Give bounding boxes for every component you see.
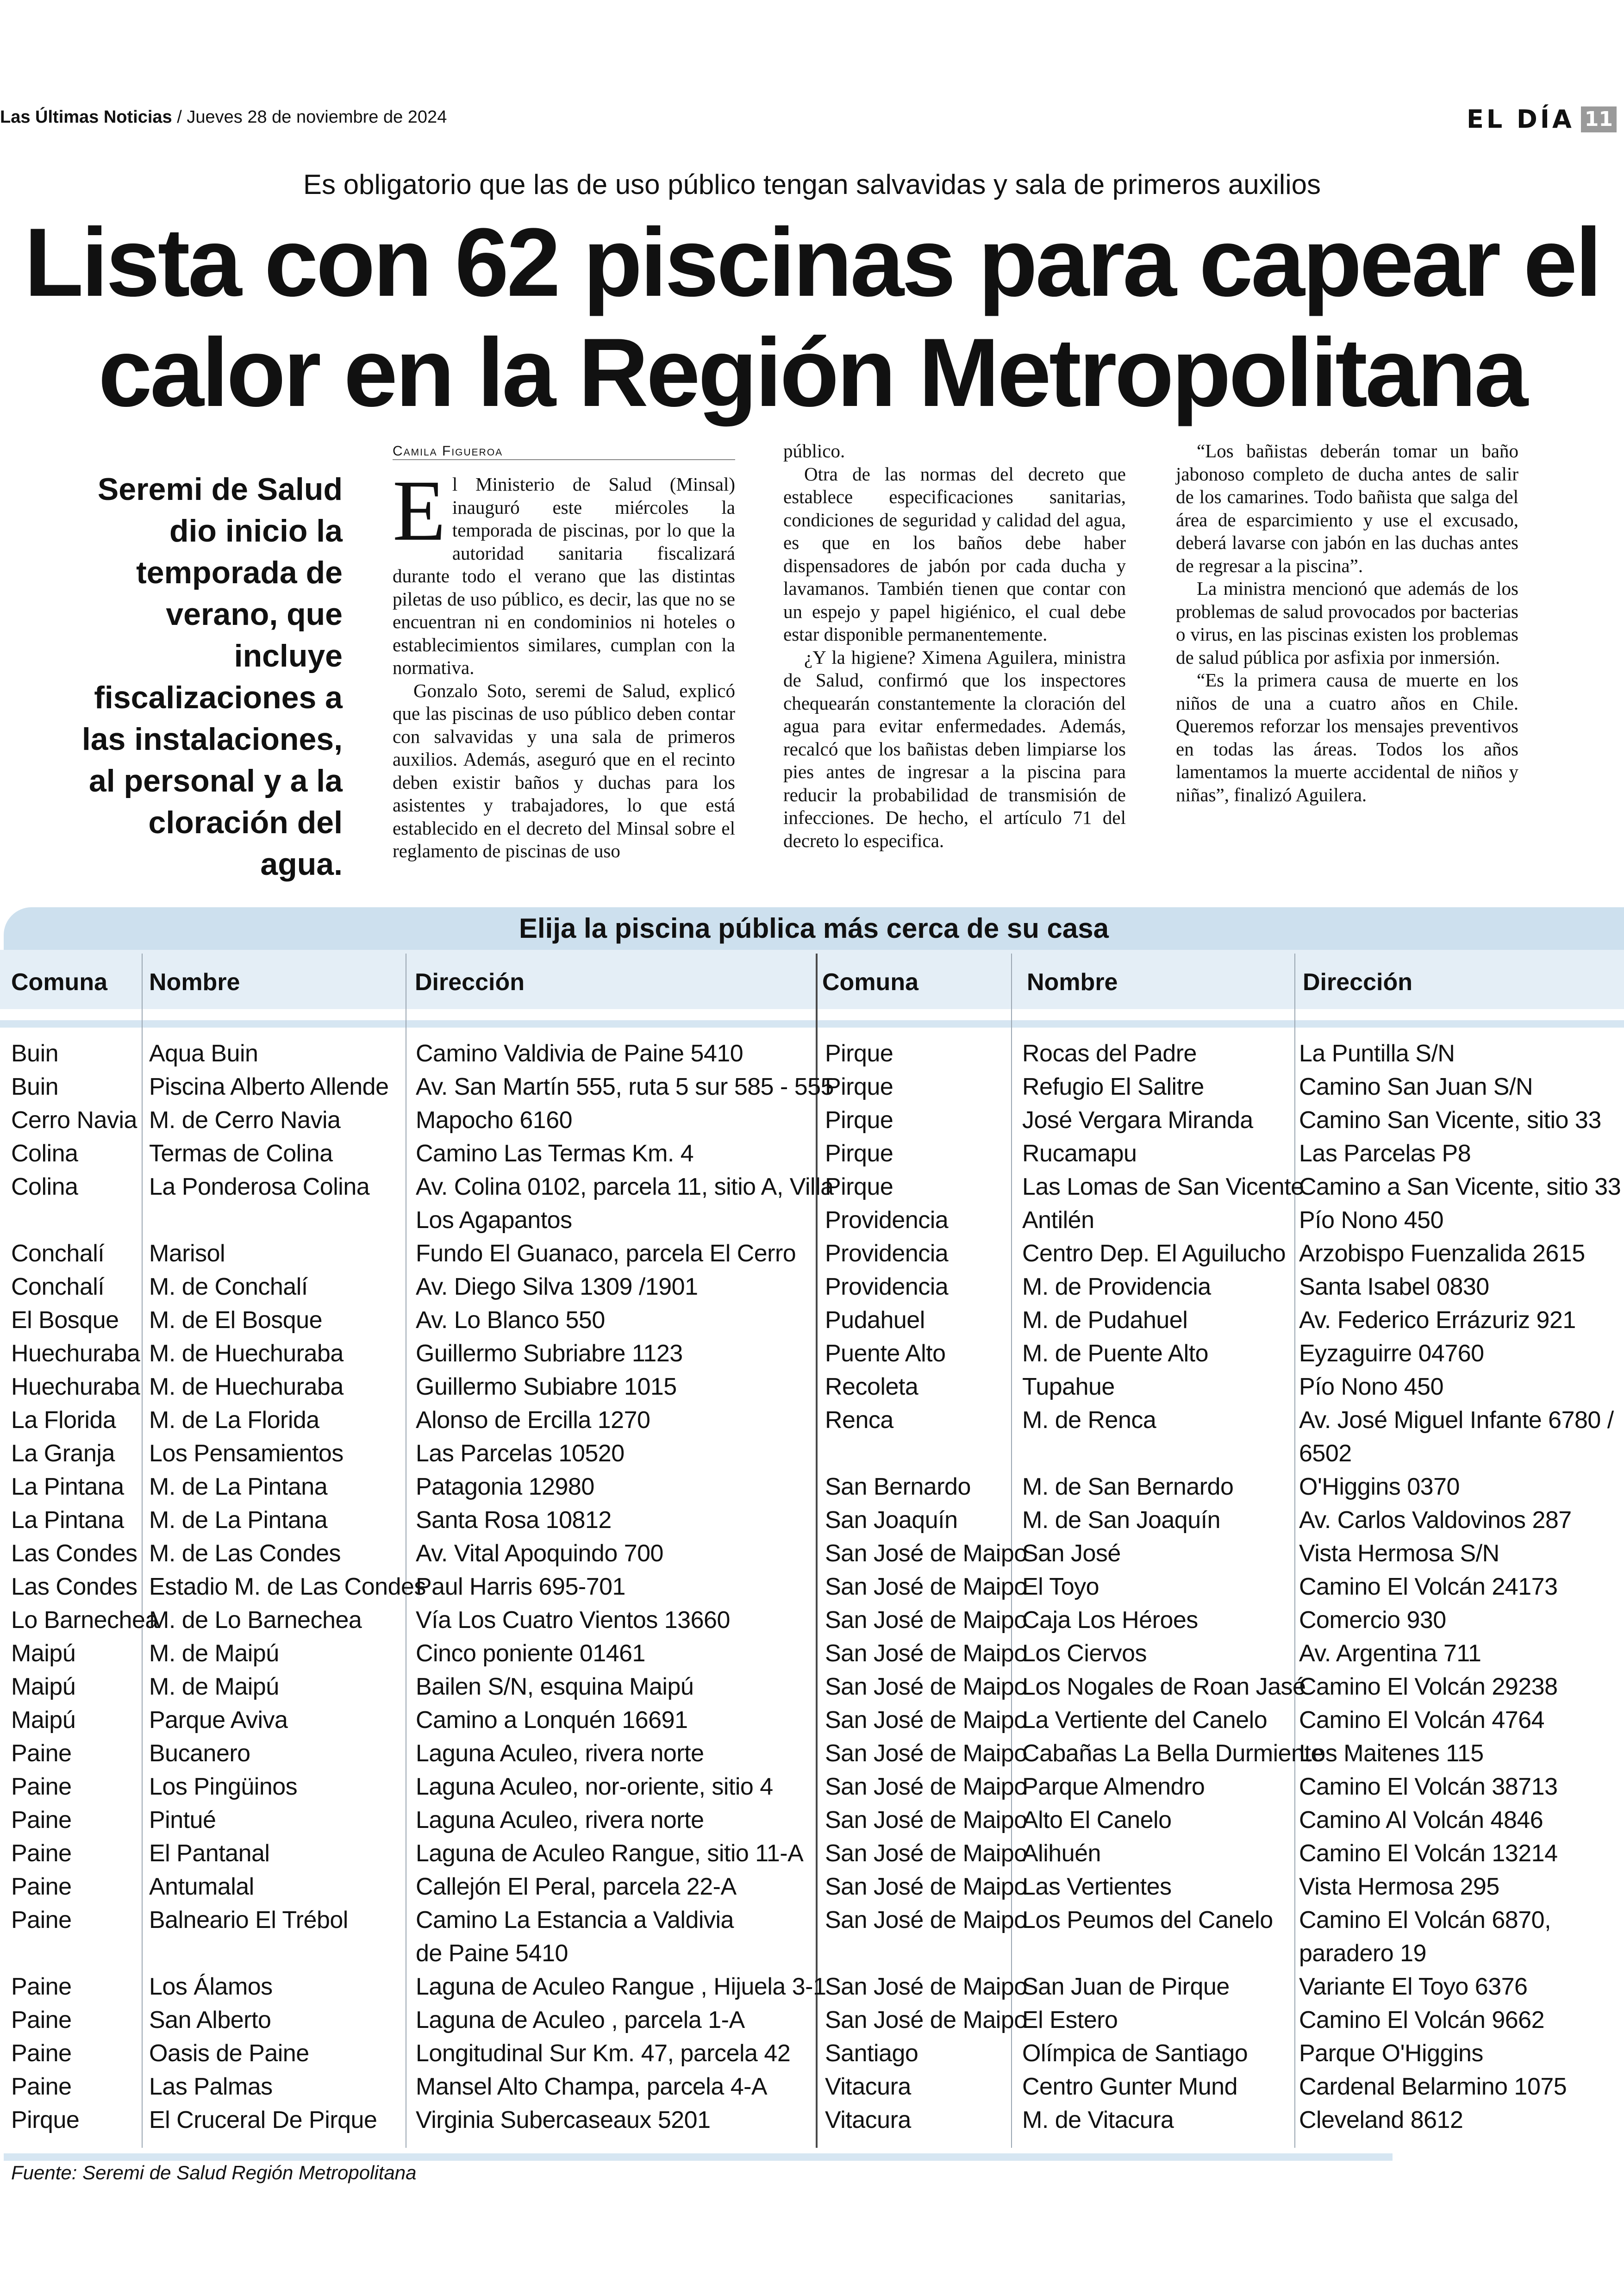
header-comuna: Comuna: [11, 969, 107, 996]
table-row: [0, 1303, 1624, 1337]
cell-direccion: Av. Argentina 711: [1299, 1640, 1481, 1667]
cell-nombre: Las Vertientes: [1022, 1873, 1172, 1900]
table-row: [0, 1470, 1624, 1503]
table-row: [0, 2003, 1624, 2037]
paragraph: “Los bañistas deberán tomar un baño jabonoso completo de ducha antes de salir de los camarines. Todo bañista que salga del área de esparcimiento y use el excusado, deberá lavarse con jabón en las duchas antes de regresar a la piscina”.: [1176, 440, 1518, 576]
cell-nombre: M. de La Florida: [149, 1407, 319, 1434]
cell-nombre: M. de San Joaquín: [1022, 1507, 1221, 1534]
table-row: [0, 1603, 1624, 1637]
cell-direccion: Camino San Juan S/N: [1299, 1073, 1533, 1100]
cell-direccion: Longitudinal Sur Km. 47, parcela 42: [416, 2040, 791, 2067]
headline-line-1: Lista con 62 piscinas para capear el: [24, 208, 1600, 317]
cell-nombre: Pintué: [149, 1807, 216, 1834]
section-name: EL DÍA: [1466, 105, 1574, 134]
cell-direccion: Av. Colina 0102, parcela 11, sitio A, Villa: [416, 1173, 834, 1200]
cell-direccion: Alonso de Ercilla 1270: [416, 1407, 650, 1434]
author-name: Camila Figueroa: [393, 443, 503, 459]
cell-direccion: Cinco poniente 01461: [416, 1640, 645, 1667]
cell-nombre: M. de Huechuraba: [149, 1340, 344, 1367]
cell-nombre: Rucamapu: [1022, 1140, 1137, 1167]
cell-nombre: M. de Maipú: [149, 1640, 279, 1667]
cell-comuna: Paine: [11, 2040, 72, 2067]
cell-nombre: M. de El Bosque: [149, 1307, 323, 1334]
cell-nombre: M. de La Pintana: [149, 1473, 328, 1500]
cell-nombre: José Vergara Miranda: [1022, 1107, 1253, 1134]
cell-nombre: M. de Las Condes: [149, 1540, 341, 1567]
cell-direccion: Camino a Lonquén 16691: [416, 1707, 688, 1734]
cell-nombre: M. de Providencia: [1022, 1273, 1211, 1300]
cell-direccion: Pío Nono 450: [1299, 1207, 1444, 1234]
cell-comuna: Vitacura: [825, 2073, 911, 2100]
article-deck: Seremi de Salud dio inicio la temporada de verano, que incluye fiscalizaciones a las instalaciones, al personal y a la cloración del agua.: [81, 472, 343, 882]
cell-comuna: Pirque: [825, 1140, 893, 1167]
cell-comuna: San José de Maipo: [825, 2007, 1027, 2033]
table-row: [0, 1403, 1624, 1437]
cell-direccion: Cardenal Belarmino 1075: [1299, 2073, 1567, 2100]
cell-comuna: Buin: [11, 1040, 59, 1067]
article-column-3: [1176, 440, 1518, 806]
cell-comuna: Buin: [11, 1073, 59, 1100]
cell-nombre: Parque Aviva: [149, 1707, 288, 1734]
cell-direccion: Av. Lo Blanco 550: [416, 1307, 605, 1334]
cell-comuna: San José de Maipo: [825, 1773, 1027, 1800]
cell-comuna: La Pintana: [11, 1473, 124, 1500]
cell-nombre: Los Ciervos: [1022, 1640, 1147, 1667]
table-row: [0, 2103, 1624, 2137]
table-row: [0, 1370, 1624, 1403]
cell-nombre: El Toyo: [1022, 1573, 1099, 1600]
header-nombre: Nombre: [149, 969, 240, 996]
header-direccion-right: Dirección: [1303, 969, 1412, 996]
cell-direccion: Camino El Volcán 38713: [1299, 1773, 1558, 1800]
cell-comuna: San José de Maipo: [825, 1607, 1027, 1634]
cell-direccion: Camino Las Termas Km. 4: [416, 1140, 694, 1167]
cell-nombre: Los Pingüinos: [149, 1773, 298, 1800]
cell-direccion: Camino San Vicente, sitio 33: [1299, 1107, 1601, 1134]
masthead-separator: /: [172, 107, 187, 127]
cell-nombre: El Pantanal: [149, 1840, 270, 1867]
cell-comuna: Pirque: [825, 1040, 893, 1067]
cell-comuna: Providencia: [825, 1240, 949, 1267]
cell-comuna: Pirque: [825, 1107, 893, 1134]
cell-comuna: Maipú: [11, 1673, 76, 1700]
cell-comuna: Conchalí: [11, 1273, 105, 1300]
cell-comuna: Renca: [825, 1407, 893, 1434]
page-number: 11: [1581, 106, 1617, 132]
table-row: [0, 1170, 1624, 1204]
cell-comuna: San José de Maipo: [825, 1673, 1027, 1700]
masthead-left: [0, 107, 447, 127]
cell-direccion: Las Parcelas P8: [1299, 1140, 1471, 1167]
table-row: [0, 1503, 1624, 1537]
cell-direccion: Laguna Aculeo, rivera norte: [416, 1807, 704, 1834]
table-row: [0, 1770, 1624, 1803]
table-row: [0, 2037, 1624, 2070]
cell-comuna: San José de Maipo: [825, 1573, 1027, 1600]
cell-direccion: Camino El Volcán 24173: [1299, 1573, 1558, 1600]
cell-comuna: Vitacura: [825, 2107, 911, 2133]
cell-nombre: Centro Dep. El Aguilucho: [1022, 1240, 1286, 1267]
cell-nombre: M. de La Pintana: [149, 1507, 328, 1534]
paragraph: [393, 462, 735, 680]
table-row: [0, 1537, 1624, 1570]
cell-nombre: Cabañas La Bella Durmiente: [1022, 1740, 1324, 1767]
cell-direccion: Los Maitenes 115: [1299, 1740, 1484, 1767]
cell-direccion: Camino La Estancia a Valdivia: [416, 1907, 734, 1933]
cell-comuna: Paine: [11, 1840, 72, 1867]
cell-direccion: Callejón El Peral, parcela 22-A: [416, 1873, 737, 1900]
table-row: [0, 1870, 1624, 1903]
cell-comuna: Pirque: [825, 1073, 893, 1100]
cell-nombre: La Vertiente del Canelo: [1022, 1707, 1268, 1734]
cell-nombre: La Ponderosa Colina: [149, 1173, 370, 1200]
cell-direccion: Camino El Volcán 9662: [1299, 2007, 1545, 2033]
cell-comuna: San José de Maipo: [825, 1907, 1027, 1933]
cell-nombre: M. de Lo Barnechea: [149, 1607, 362, 1634]
paragraph: “Es la primera causa de muerte en los niños de una a cuatro años en Chile. Queremos reforzar los mensajes preventivos en todas las áreas. Todos los años lamentamos la muerte accidental de niños y niñas”, finalizó Aguilera.: [1176, 669, 1518, 805]
table-row: [0, 1137, 1624, 1170]
cell-comuna: Pirque: [11, 2107, 80, 2133]
table-row: [0, 1104, 1624, 1137]
table-row: [0, 1437, 1624, 1470]
drop-cap: E: [393, 462, 446, 559]
header-nombre-right: Nombre: [1027, 969, 1118, 996]
table-row: [0, 1237, 1624, 1270]
cell-direccion: Camino El Volcán 4764: [1299, 1707, 1545, 1734]
cell-direccion: Camino Valdivia de Paine 5410: [416, 1040, 743, 1067]
cell-direccion: Eyzaguirre 04760: [1299, 1340, 1484, 1367]
cell-direccion: Vista Hermosa 295: [1299, 1873, 1499, 1900]
cell-direccion: Camino Al Volcán 4846: [1299, 1807, 1543, 1834]
cell-comuna: Paine: [11, 1807, 72, 1834]
cell-comuna: Colina: [11, 1173, 78, 1200]
cell-nombre: Antumalal: [149, 1873, 254, 1900]
cell-nombre: Piscina Alberto Allende: [149, 1073, 389, 1100]
cell-direccion: Vista Hermosa S/N: [1299, 1540, 1499, 1567]
table-row: [0, 1070, 1624, 1104]
article-kicker: Es obligatorio que las de uso público tengan salvavidas y sala de primeros auxilios: [303, 169, 1321, 200]
cell-direccion: Las Parcelas 10520: [416, 1440, 625, 1467]
cell-comuna: Paine: [11, 1873, 72, 1900]
cell-direccion: Camino El Volcán 13214: [1299, 1840, 1558, 1867]
cell-nombre: M. de Puente Alto: [1022, 1340, 1208, 1367]
cell-nombre: Bucanero: [149, 1740, 250, 1767]
cell-direccion: Pío Nono 450: [1299, 1373, 1444, 1400]
cell-direccion: paradero 19: [1299, 1940, 1426, 1967]
table-row: [0, 1270, 1624, 1303]
cell-direccion: O'Higgins 0370: [1299, 1473, 1460, 1500]
cell-direccion: Laguna Aculeo, rivera norte: [416, 1740, 704, 1767]
header-direccion: Dirección: [415, 969, 525, 996]
cell-direccion: Santa Isabel 0830: [1299, 1273, 1489, 1300]
table-row: [0, 1337, 1624, 1370]
cell-direccion: Av. José Miguel Infante 6780 /: [1299, 1407, 1614, 1434]
cell-comuna: San José de Maipo: [825, 1973, 1027, 2000]
paragraph: Gonzalo Soto, seremi de Salud, explicó que las piscinas de uso público deben contar con salvavidas y una sala de primeros auxilios. Además, aseguró que en el recinto deben existir baños y duchas para los asistentes y trabajadores, lo que está establecido en el decreto del Minsal sobre el reglamento de piscinas de uso: [393, 680, 735, 861]
cell-nombre: Aqua Buin: [149, 1040, 258, 1067]
cell-direccion: Mapocho 6160: [416, 1107, 573, 1134]
cell-nombre: Balneario El Trébol: [149, 1907, 348, 1933]
cell-comuna: Colina: [11, 1140, 78, 1167]
cell-nombre: M. de Pudahuel: [1022, 1307, 1188, 1334]
cell-nombre: M. de Vitacura: [1022, 2107, 1174, 2133]
cell-direccion: Av. Vital Apoquindo 700: [416, 1540, 663, 1567]
cell-nombre: Estadio M. de Las Condes: [149, 1573, 426, 1600]
cell-direccion: Los Agapantos: [416, 1207, 572, 1234]
paragraph-text: l Ministerio de Salud (Minsal) inauguró este miércoles la temporada de piscinas, por lo que la autoridad sanitaria fiscalizará durante todo el verano que las distintas piletas de uso público, es decir, las que no se encuentran ni en condominios ni hoteles o establecimientos similares, cumplan con la normativa.: [393, 474, 735, 678]
cell-nombre: Los Peumos del Canelo: [1022, 1907, 1273, 1933]
table-row: [0, 1837, 1624, 1870]
table-row: [0, 2070, 1624, 2103]
cell-direccion: Santa Rosa 10812: [416, 1507, 612, 1534]
cell-direccion: Guillermo Subriabre 1123: [416, 1340, 683, 1367]
cell-direccion: Laguna de Aculeo Rangue , Hijuela 3-1: [416, 1973, 826, 2000]
cell-comuna: Paine: [11, 1740, 72, 1767]
table-title: Elija la piscina pública más cerca de su casa: [4, 907, 1624, 950]
cell-nombre: M. de Renca: [1022, 1407, 1156, 1434]
cell-comuna: Paine: [11, 2007, 72, 2033]
cell-nombre: San Alberto: [149, 2007, 271, 2033]
cell-direccion: Bailen S/N, esquina Maipú: [416, 1673, 694, 1700]
cell-comuna: Cerro Navia: [11, 1107, 137, 1134]
cell-direccion: Comercio 930: [1299, 1607, 1446, 1634]
cell-nombre: Los Pensamientos: [149, 1440, 344, 1467]
cell-nombre: Alto El Canelo: [1022, 1807, 1172, 1834]
masthead: [0, 105, 1624, 132]
cell-direccion: Mansel Alto Champa, parcela 4-A: [416, 2073, 768, 2100]
cell-comuna: Maipú: [11, 1707, 76, 1734]
headline-line-2: calor en la Región Metropolitana: [98, 318, 1526, 427]
table-top-band: [0, 1020, 1624, 1028]
cell-direccion: Paul Harris 695-701: [416, 1573, 625, 1600]
section-label: [1467, 105, 1617, 134]
cell-nombre: Las Lomas de San Vicente: [1022, 1173, 1304, 1200]
cell-direccion: Laguna Aculeo, nor-oriente, sitio 4: [416, 1773, 773, 1800]
cell-direccion: Av. San Martín 555, ruta 5 sur 585 - 555: [416, 1073, 834, 1100]
cell-comuna: San José de Maipo: [825, 1707, 1027, 1734]
cell-nombre: Rocas del Padre: [1022, 1040, 1197, 1067]
cell-nombre: Centro Gunter Mund: [1022, 2073, 1238, 2100]
cell-direccion: Camino a San Vicente, sitio 33: [1299, 1173, 1621, 1200]
cell-nombre: Oasis de Paine: [149, 2040, 309, 2067]
cell-comuna: San José de Maipo: [825, 1807, 1027, 1834]
cell-direccion: Variante El Toyo 6376: [1299, 1973, 1528, 2000]
cell-nombre: M. de Huechuraba: [149, 1373, 344, 1400]
paragraph: La ministra mencionó que además de los problemas de salud provocados por bacterias o virus, en las piscinas existen los problemas de salud pública por asfixia por inmersión.: [1176, 578, 1518, 668]
cell-comuna: Huechuraba: [11, 1340, 140, 1367]
cell-nombre: Parque Almendro: [1022, 1773, 1205, 1800]
cell-comuna: Providencia: [825, 1273, 949, 1300]
cell-nombre: Refugio El Salitre: [1022, 1073, 1204, 1100]
cell-comuna: Huechuraba: [11, 1373, 140, 1400]
article-headline: [0, 207, 1624, 428]
header-comuna-right: Comuna: [822, 969, 918, 996]
cell-nombre: El Estero: [1022, 2007, 1118, 2033]
cell-comuna: San José de Maipo: [825, 1740, 1027, 1767]
cell-direccion: La Puntilla S/N: [1299, 1040, 1455, 1067]
cell-nombre: M. de Conchalí: [149, 1273, 308, 1300]
table-row: [0, 1937, 1624, 1970]
table-row: [0, 1903, 1624, 1937]
cell-direccion: Av. Federico Errázuriz 921: [1299, 1307, 1576, 1334]
cell-direccion: Av. Carlos Valdovinos 287: [1299, 1507, 1572, 1534]
cell-direccion: Cleveland 8612: [1299, 2107, 1463, 2133]
table-row: [0, 1803, 1624, 1837]
cell-comuna: San José de Maipo: [825, 1873, 1027, 1900]
cell-nombre: Antilén: [1022, 1207, 1094, 1234]
cell-comuna: Lo Barnechea: [11, 1607, 158, 1634]
cell-comuna: Pudahuel: [825, 1307, 925, 1334]
table-bottom-band: [4, 2153, 1393, 2161]
cell-nombre: San José: [1022, 1540, 1121, 1567]
cell-direccion: Guillermo Subiabre 1015: [416, 1373, 677, 1400]
cell-comuna: Paine: [11, 2073, 72, 2100]
article-column-2: [783, 440, 1126, 852]
cell-nombre: M. de Cerro Navia: [149, 1107, 341, 1134]
cell-comuna: Maipú: [11, 1640, 76, 1667]
cell-nombre: Olímpica de Santiago: [1022, 2040, 1248, 2067]
cell-nombre: Termas de Colina: [149, 1140, 333, 1167]
cell-direccion: Laguna de Aculeo , parcela 1-A: [416, 2007, 745, 2033]
cell-comuna: San Bernardo: [825, 1473, 971, 1500]
table-row: [0, 1703, 1624, 1737]
cell-nombre: El Cruceral De Pirque: [149, 2107, 377, 2133]
cell-nombre: Alihuén: [1022, 1840, 1101, 1867]
newspaper-name: Las Últimas Noticias: [0, 107, 172, 127]
cell-nombre: Caja Los Héroes: [1022, 1607, 1198, 1634]
cell-comuna: La Granja: [11, 1440, 115, 1467]
cell-nombre: Marisol: [149, 1240, 225, 1267]
cell-comuna: Conchalí: [11, 1240, 105, 1267]
cell-direccion: Vía Los Cuatro Vientos 13660: [416, 1607, 730, 1634]
cell-comuna: San Joaquín: [825, 1507, 958, 1534]
cell-direccion: Fundo El Guanaco, parcela El Cerro: [416, 1240, 796, 1267]
table-header: [0, 950, 1624, 1009]
cell-comuna: Pirque: [825, 1173, 893, 1200]
cell-comuna: Las Condes: [11, 1540, 137, 1567]
table-row: [0, 1570, 1624, 1603]
cell-direccion: Parque O'Higgins: [1299, 2040, 1483, 2067]
cell-direccion: Laguna de Aculeo Rangue, sitio 11-A: [416, 1840, 804, 1867]
cell-nombre: M. de San Bernardo: [1022, 1473, 1234, 1500]
cell-nombre: Las Palmas: [149, 2073, 273, 2100]
table-row: [0, 1204, 1624, 1237]
cell-comuna: Recoleta: [825, 1373, 918, 1400]
cell-comuna: San José de Maipo: [825, 1840, 1027, 1867]
byline: [393, 440, 735, 460]
issue-date: Jueves 28 de noviembre de 2024: [187, 107, 447, 127]
cell-comuna: Paine: [11, 1973, 72, 2000]
paragraph: Otra de las normas del decreto que establece especificaciones sanitarias, condiciones de seguridad y calidad del agua, es que en los baños debe haber dispensadores de jabón por cada ducha y lavamanos. También tienen que contar con un espejo y papel higiénico, el cual debe estar disponible permanentemente.: [783, 463, 1126, 645]
table-row: [0, 1637, 1624, 1670]
table-row: [0, 1737, 1624, 1770]
cell-direccion: de Paine 5410: [416, 1940, 568, 1967]
table-body: [0, 1037, 1624, 2137]
paragraph: público.: [783, 440, 845, 461]
cell-direccion: Virginia Subercaseaux 5201: [416, 2107, 711, 2133]
cell-comuna: Providencia: [825, 1207, 949, 1234]
cell-comuna: La Pintana: [11, 1507, 124, 1534]
cell-direccion: Av. Diego Silva 1309 /1901: [416, 1273, 698, 1300]
cell-direccion: Camino El Volcán 29238: [1299, 1673, 1558, 1700]
cell-nombre: Los Álamos: [149, 1973, 273, 2000]
cell-nombre: San Juan de Pirque: [1022, 1973, 1230, 2000]
table-row: [0, 1037, 1624, 1070]
article-column-1: [393, 440, 735, 863]
cell-comuna: La Florida: [11, 1407, 116, 1434]
cell-comuna: Las Condes: [11, 1573, 137, 1600]
cell-comuna: El Bosque: [11, 1307, 119, 1334]
cell-nombre: Tupahue: [1022, 1373, 1115, 1400]
cell-direccion: Camino El Volcán 6870,: [1299, 1907, 1551, 1933]
table-source: Fuente: Seremi de Salud Región Metropolitana: [11, 2162, 417, 2183]
cell-comuna: Paine: [11, 1773, 72, 1800]
cell-comuna: San José de Maipo: [825, 1540, 1027, 1567]
cell-comuna: Paine: [11, 1907, 72, 1933]
cell-direccion: Arzobispo Fuenzalida 2615: [1299, 1240, 1585, 1267]
table-row: [0, 1970, 1624, 2003]
cell-direccion: 6502: [1299, 1440, 1352, 1467]
cell-nombre: M. de Maipú: [149, 1673, 279, 1700]
cell-direccion: Patagonia 12980: [416, 1473, 594, 1500]
paragraph: ¿Y la higiene? Ximena Aguilera, ministra de Salud, confirmó que los inspectores chequearán constantemente la cloración del agua para evitar enfermedades. Además, recalcó que los bañistas deben limpiarse los pies antes de ingresar a la piscina para reducir la probabilidad de transmisión de infecciones. De hecho, el artículo 71 del decreto lo especifica.: [783, 646, 1126, 851]
cell-comuna: San José de Maipo: [825, 1640, 1027, 1667]
cell-comuna: Puente Alto: [825, 1340, 946, 1367]
table-row: [0, 1670, 1624, 1703]
cell-comuna: Santiago: [825, 2040, 918, 2067]
cell-nombre: Los Nogales de Roan Jasé: [1022, 1673, 1306, 1700]
